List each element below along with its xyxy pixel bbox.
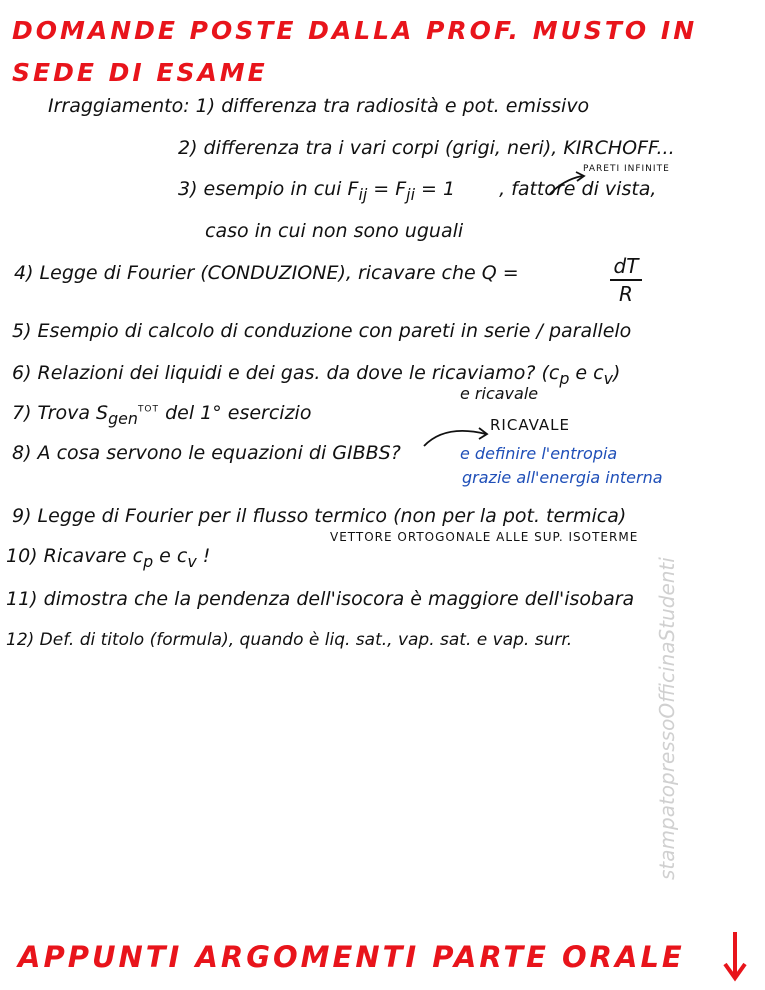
pareti-arrow-icon — [548, 170, 588, 198]
question-10-sub-p: p — [143, 551, 154, 571]
question-7 — [12, 402, 311, 428]
question-6-sub-p: p — [559, 368, 570, 388]
question-3-sub-a: ij — [358, 184, 368, 204]
question-6-tail: ) — [612, 362, 621, 384]
footer-title: APPUNTI ARGOMENTI PARTE ORALE — [18, 940, 685, 974]
question-4: 4) Legge di Fourier (CONDUZIONE), ricavare che Q = — [14, 262, 519, 284]
question-10-mid: e c — [153, 545, 188, 567]
question-11: 11) dimostra che la pendenza dell'isocora è maggiore dell'isobara — [6, 588, 635, 610]
watermark: stampatopressoOfficinaStudenti — [655, 557, 679, 880]
down-arrow-icon — [722, 930, 748, 982]
question-12: 12) Def. di titolo (formula), quando è liq. sat., vap. sat. e vap. surr. — [6, 630, 573, 650]
question-5: 5) Esempio di calcolo di conduzione con pareti in serie / parallelo — [12, 320, 632, 342]
question-10 — [6, 545, 210, 571]
question-7-sub: gen — [108, 408, 138, 428]
e-ricavale-note: e ricavale — [460, 384, 539, 403]
vettore-note: VETTORE ORTOGONALE ALLE SUP. ISOTERME — [330, 530, 639, 544]
question-10-tail: ! — [196, 545, 211, 567]
question-3-mid: = F — [367, 178, 407, 200]
question-8: 8) A cosa servono le equazioni di GIBBS? — [12, 442, 401, 464]
question-3-tail: = 1 — [414, 178, 456, 200]
question-7-lead: 7) Trova S — [12, 402, 109, 424]
question-7-sup: TOT — [137, 404, 160, 415]
question-3-after: , fattore di vista, — [499, 178, 657, 200]
gibbs-note-2: grazie all'energia interna — [462, 468, 663, 487]
question-2: 2) differenza tra i vari corpi (grigi, neri), KIRCHOFF... — [178, 137, 675, 159]
question-9: 9) Legge di Fourier per il flusso termico (non per la pot. termica) — [12, 505, 627, 527]
gibbs-note-1: e definire l'entropia — [460, 444, 618, 463]
question-7-tail: del 1° esercizio — [159, 402, 312, 424]
question-6-mid: e c — [569, 362, 604, 384]
fraction-dt-r — [610, 254, 642, 306]
fraction-denominator: R — [619, 282, 633, 306]
question-1: Irraggiamento: 1) differenza tra radiosità e pot. emissivo — [48, 95, 590, 117]
question-3-sub-b: ji — [406, 184, 415, 204]
question-3-lead: 3) esempio in cui F — [178, 178, 359, 200]
pareti-infinite-note: PARETI INFINITE — [583, 164, 670, 174]
question-10-sub-v: v — [187, 551, 197, 571]
fraction-numerator: dT — [613, 254, 639, 278]
question-6-lead: 6) Relazioni dei liquidi e dei gas. da dove le ricaviamo? (c — [12, 362, 560, 384]
question-3b: caso in cui non sono uguali — [205, 220, 464, 242]
page-title: DOMANDE POSTE DALLA PROF. MUSTO IN SEDE DI ESAME — [12, 16, 698, 87]
question-10-lead: 10) Ricavare c — [6, 545, 144, 567]
ricavale-note: RICAVALE — [490, 416, 571, 434]
question-6-sub-v: v — [603, 368, 613, 388]
